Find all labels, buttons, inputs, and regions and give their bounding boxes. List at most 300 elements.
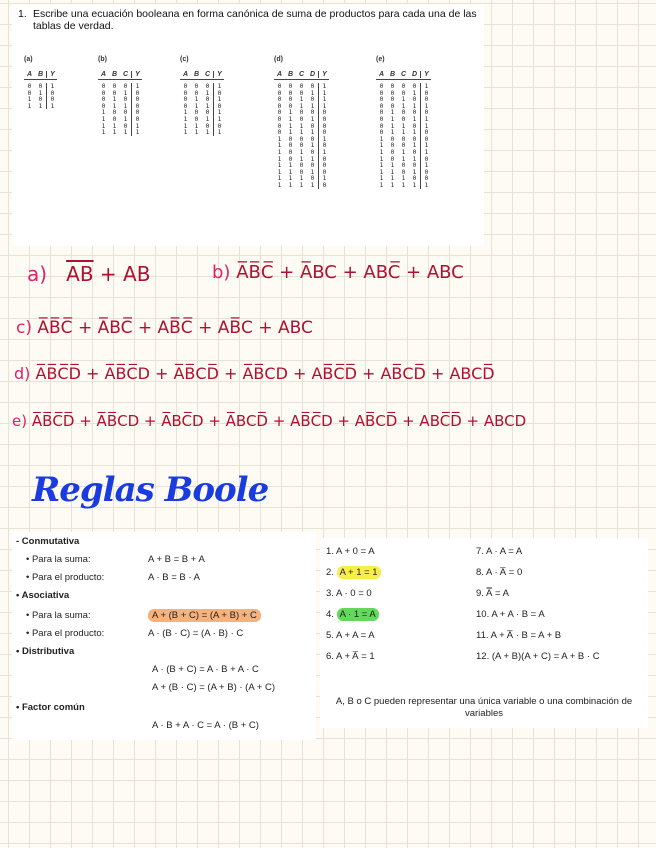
column-header: B — [37, 71, 44, 78]
problem-number: 1. — [18, 8, 27, 20]
table-cell: 1 — [401, 174, 406, 183]
table-cell: 0 — [420, 175, 432, 182]
rules-properties-panel — [12, 532, 316, 740]
table-cell: 0 — [277, 121, 282, 130]
table-cell: 1 — [420, 182, 432, 189]
theorem-expression: A · A̅ = 0 — [486, 567, 523, 578]
table-cell: 0 — [390, 95, 395, 104]
answer-a — [27, 262, 150, 286]
table-cell: 0 — [288, 147, 293, 156]
table-cell: 0 — [277, 95, 282, 104]
table-cell: 0 — [288, 88, 293, 97]
column-header: C — [204, 71, 211, 78]
column-header: C — [298, 71, 305, 78]
table-cell: 1 — [420, 142, 432, 149]
table-cell: 1 — [390, 121, 395, 130]
rule-expression-row — [148, 554, 205, 565]
table-cell: 0 — [412, 121, 417, 130]
rule-expression-row — [148, 572, 200, 583]
table-cell: 0 — [112, 82, 117, 90]
table-cell: 1 — [101, 114, 106, 123]
table-cell: 0 — [390, 154, 395, 163]
table-cell: 1 — [401, 180, 406, 189]
table-cell: 1 — [277, 134, 282, 143]
table-cell: 0 — [318, 123, 330, 130]
truth-table-label: (e) — [376, 56, 385, 63]
table-cell: 1 — [277, 141, 282, 150]
rule-expression-row — [152, 720, 259, 731]
table-cell: 0 — [112, 88, 117, 97]
table-cell: 0 — [379, 108, 384, 117]
table-cell: 1 — [277, 180, 282, 189]
rule-expression-row — [152, 664, 259, 675]
table-cell: 0 — [288, 101, 293, 110]
table-cell: 1 — [412, 154, 417, 163]
column-header: Y — [213, 71, 225, 78]
table-cell: 1 — [401, 128, 406, 137]
rule-expression: A + (B + C) = (A + B) + C — [148, 609, 261, 622]
table-cell: 0 — [205, 95, 210, 104]
table-cell: 1 — [299, 95, 304, 104]
table-cell: 1 — [277, 161, 282, 170]
column-header: A — [276, 71, 283, 78]
table-cell: 1 — [288, 114, 293, 123]
table-cell: 0 — [310, 108, 315, 117]
table-cell: 0 — [412, 134, 417, 143]
theorem-item — [326, 567, 381, 578]
truth-table-header — [180, 71, 225, 78]
theorem-item — [326, 609, 379, 620]
table-cell: 1 — [288, 121, 293, 130]
table-cell: 0 — [288, 134, 293, 143]
table-cell: 0 — [412, 108, 417, 117]
header-divider — [98, 79, 142, 80]
table-cell: 1 — [123, 128, 128, 137]
table-cell: 0 — [131, 109, 143, 116]
table-cell: 1 — [205, 114, 210, 123]
column-header: Y — [318, 71, 330, 78]
table-cell: 1 — [318, 90, 330, 97]
table-cell: 0 — [38, 82, 43, 90]
table-cell: 0 — [390, 141, 395, 150]
table-cell: 1 — [420, 83, 432, 90]
table-cell: 1 — [205, 101, 210, 110]
theorem-expression: A + A · B = A — [491, 609, 545, 620]
answer-b-label: b) — [212, 262, 231, 283]
table-cell: 0 — [401, 167, 406, 176]
table-cell: 0 — [379, 128, 384, 137]
answer-e-label: e) — [12, 412, 28, 430]
table-cell: 0 — [379, 88, 384, 97]
table-cell: 0 — [318, 129, 330, 136]
table-cell: 0 — [123, 121, 128, 130]
column-header: D — [411, 71, 418, 78]
table-cell: 0 — [390, 134, 395, 143]
table-cell: 1 — [288, 174, 293, 183]
table-cell: 0 — [420, 169, 432, 176]
table-cell: 1 — [420, 149, 432, 156]
table-cell: 1 — [412, 114, 417, 123]
column-header: Y — [46, 71, 58, 78]
table-cell: 1 — [288, 108, 293, 117]
table-cell: 1 — [112, 95, 117, 104]
column-header: A — [182, 71, 189, 78]
table-cell: 0 — [205, 121, 210, 130]
answer-b-expression: A̅B̅C̅ + A̅BC + ABC̅ + ABC — [236, 262, 464, 283]
table-cell: 0 — [194, 108, 199, 117]
table-cell: 1 — [390, 128, 395, 137]
header-divider — [180, 79, 224, 80]
theorem-expression: A + A̅ · B = A + B — [490, 630, 562, 641]
table-cell: 0 — [277, 114, 282, 123]
column-header: D — [309, 71, 316, 78]
table-cell: 0 — [277, 88, 282, 97]
table-cell: 1 — [420, 162, 432, 169]
theorem-number: 3. — [326, 588, 337, 599]
table-cell: 1 — [299, 154, 304, 163]
table-cell: 1 — [205, 128, 210, 137]
table-cell: 1 — [379, 147, 384, 156]
rule-label: • Para el producto: — [26, 628, 105, 639]
column-header: A — [100, 71, 107, 78]
column-header: B — [111, 71, 118, 78]
table-cell: 1 — [112, 101, 117, 110]
table-cell: 1 — [390, 114, 395, 123]
table-cell: 0 — [412, 95, 417, 104]
table-cell: 1 — [183, 108, 188, 117]
table-cell: 0 — [299, 134, 304, 143]
table-cell: 0 — [194, 114, 199, 123]
table-cell: 1 — [277, 167, 282, 176]
table-cell: 1 — [299, 128, 304, 137]
table-cell: 0 — [299, 114, 304, 123]
theorem-number: 10. — [476, 609, 492, 620]
theorem-number: 8. — [476, 567, 487, 578]
table-cell: 0 — [299, 167, 304, 176]
table-cell: 0 — [379, 101, 384, 110]
table-cell: 0 — [420, 129, 432, 136]
table-cell: 1 — [390, 174, 395, 183]
table-cell: 0 — [390, 147, 395, 156]
problem-text: Escribe una ecuación booleana en forma canónica de suma de productos para cada una de las tablas de verdad. — [33, 8, 477, 32]
column-header: B — [287, 71, 294, 78]
table-cell: 0 — [318, 142, 330, 149]
table-cell: 0 — [412, 82, 417, 90]
table-cell: 0 — [310, 174, 315, 183]
table-cell: 0 — [123, 108, 128, 117]
theorem-item — [476, 630, 561, 641]
rule-expression-row — [148, 610, 261, 621]
table-cell: 0 — [420, 136, 432, 143]
table-cell: 1 — [412, 141, 417, 150]
table-cell: 1 — [379, 141, 384, 150]
table-row — [98, 129, 143, 136]
table-cell: 1 — [288, 161, 293, 170]
table-cell: 1 — [412, 128, 417, 137]
table-cell: 0 — [412, 161, 417, 170]
table-cell: 0 — [420, 156, 432, 163]
table-cell: 0 — [390, 88, 395, 97]
table-cell: 0 — [277, 108, 282, 117]
answer-e-expression: A̅B̅C̅D̅ + A̅B̅CD + A̅BC̅D + A̅BCD̅ + AB̅C̅D + AB̅CD̅ + ABC̅D̅ + ABCD — [31, 412, 527, 430]
table-cell: 1 — [194, 121, 199, 130]
table-cell: 0 — [401, 161, 406, 170]
table-cell: 0 — [288, 95, 293, 104]
table-cell: 1 — [288, 180, 293, 189]
table-cell: 1 — [390, 161, 395, 170]
table-cell: 0 — [401, 82, 406, 90]
truth-table-header — [98, 71, 143, 78]
table-cell: 1 — [131, 123, 143, 130]
theorem-expression: A · A = A — [486, 546, 523, 557]
theorem-item — [326, 630, 375, 641]
table-cell: 1 — [379, 180, 384, 189]
table-cell: 1 — [123, 114, 128, 123]
table-cell: 0 — [299, 82, 304, 90]
table-cell: 1 — [318, 83, 330, 90]
table-cell: 1 — [420, 116, 432, 123]
theorem-expression: (A + B)(A + C) = A + B · C — [491, 651, 600, 662]
table-cell: 0 — [299, 141, 304, 150]
rule-expression-row — [148, 628, 243, 639]
theorem-number: 7. — [476, 546, 487, 557]
answer-c — [16, 318, 313, 338]
rules-note: A, B o C pueden representar una única variable o una combinación de variables — [335, 696, 633, 719]
table-cell: 1 — [213, 109, 225, 116]
theorem-number: 9. — [476, 588, 487, 599]
table-cell: 1 — [310, 141, 315, 150]
table-cell: 0 — [27, 88, 32, 97]
table-cell: 1 — [277, 174, 282, 183]
table-cell: 0 — [131, 103, 143, 110]
table-row — [180, 129, 225, 136]
table-cell: 0 — [401, 108, 406, 117]
table-cell: 1 — [412, 180, 417, 189]
theorem-number: 2. — [326, 567, 337, 578]
column-header: C — [122, 71, 129, 78]
table-cell: 0 — [131, 90, 143, 97]
table-cell: 1 — [38, 101, 43, 110]
table-cell: 1 — [131, 83, 143, 90]
table-cell: 1 — [27, 101, 32, 110]
truth-table-label: (c) — [180, 56, 189, 63]
answer-c-label: c) — [16, 318, 32, 338]
column-header: Y — [420, 71, 432, 78]
table-cell: 1 — [288, 128, 293, 137]
table-cell: 0 — [205, 82, 210, 90]
table-cell: 1 — [412, 101, 417, 110]
table-cell: 0 — [277, 128, 282, 137]
table-cell: 1 — [299, 101, 304, 110]
theorem-expression: A · 0 = 0 — [336, 588, 372, 599]
table-cell: 1 — [379, 134, 384, 143]
table-cell: 0 — [123, 95, 128, 104]
table-cell: 1 — [277, 154, 282, 163]
table-cell: 0 — [183, 101, 188, 110]
rule-expression: A + B = B + A — [148, 554, 205, 565]
table-cell: 0 — [194, 82, 199, 90]
table-cell: 1 — [379, 161, 384, 170]
table-cell: 1 — [213, 96, 225, 103]
table-cell: 1 — [123, 88, 128, 97]
table-cell: 1 — [379, 174, 384, 183]
table-cell: 1 — [318, 103, 330, 110]
table-cell: 1 — [299, 174, 304, 183]
theorem-number: 1. — [326, 546, 337, 557]
table-cell: 1 — [101, 121, 106, 130]
table-cell: 1 — [183, 114, 188, 123]
theorem-number: 5. — [326, 630, 337, 641]
column-header: A — [26, 71, 33, 78]
table-row — [376, 182, 432, 189]
table-cell: 1 — [412, 88, 417, 97]
table-cell: 0 — [288, 141, 293, 150]
table-cell: 0 — [379, 121, 384, 130]
table-cell: 0 — [101, 95, 106, 104]
table-cell: 1 — [379, 167, 384, 176]
theorem-item — [326, 651, 375, 662]
table-cell: 0 — [420, 90, 432, 97]
table-cell: 0 — [46, 90, 58, 97]
rule-heading: - Conmutativa — [16, 536, 80, 547]
table-cell: 1 — [390, 108, 395, 117]
table-cell: 1 — [46, 83, 58, 90]
table-cell: 0 — [401, 134, 406, 143]
table-cell: 0 — [101, 101, 106, 110]
table-cell: 1 — [318, 96, 330, 103]
table-cell: 0 — [112, 108, 117, 117]
table-cell: 0 — [310, 82, 315, 90]
truth-table-header — [24, 71, 58, 78]
theorem-item — [476, 609, 545, 620]
table-cell: 1 — [401, 121, 406, 130]
theorem-expression: A + 1 = 1 — [337, 566, 381, 579]
rule-heading: • Asociativa — [16, 590, 70, 601]
theorem-item — [326, 588, 372, 599]
table-cell: 1 — [318, 136, 330, 143]
rule-expression: A + (B · C) = (A + B) · (A + C) — [152, 682, 276, 693]
table-cell: 0 — [299, 88, 304, 97]
table-cell: 0 — [213, 90, 225, 97]
theorem-number: 11. — [476, 630, 491, 641]
table-cell: 0 — [318, 162, 330, 169]
table-cell: 1 — [112, 121, 117, 130]
table-cell: 0 — [27, 82, 32, 90]
table-cell: 0 — [420, 96, 432, 103]
answer-d — [14, 364, 495, 383]
theorem-expression: A + A̅ = 1 — [336, 651, 375, 662]
table-cell: 1 — [299, 121, 304, 130]
table-cell: 0 — [310, 161, 315, 170]
table-cell: 1 — [310, 128, 315, 137]
rule-expression: A · B + A · C = A · (B + C) — [152, 720, 259, 731]
table-cell: 0 — [318, 109, 330, 116]
truth-table-header — [376, 71, 432, 78]
table-cell: 1 — [112, 128, 117, 137]
table-cell: 0 — [412, 174, 417, 183]
table-cell: 1 — [420, 103, 432, 110]
theorem-item — [326, 546, 375, 557]
table-cell: 0 — [379, 95, 384, 104]
truth-table-header — [274, 71, 330, 78]
table-cell: 1 — [401, 95, 406, 104]
table-cell: 0 — [318, 169, 330, 176]
theorem-number: 4. — [326, 609, 337, 620]
table-cell: 0 — [390, 101, 395, 110]
table-cell: 1 — [401, 147, 406, 156]
theorem-item — [476, 588, 509, 599]
table-cell: 1 — [183, 128, 188, 137]
answer-b — [212, 262, 464, 283]
table-cell: 1 — [310, 114, 315, 123]
table-cell: 0 — [379, 82, 384, 90]
rule-label: • Para la suma: — [26, 554, 91, 565]
table-cell: 1 — [420, 123, 432, 130]
answer-a-expression: $\overline{AB}$ + AB — [66, 262, 151, 286]
theorem-expression: A + A = A — [336, 630, 375, 641]
rule-expression: A · (B · C) = (A · B) · C — [148, 628, 244, 639]
table-cell: 1 — [46, 103, 58, 110]
table-cell: 1 — [310, 101, 315, 110]
answer-e — [12, 412, 526, 430]
table-cell: 1 — [318, 149, 330, 156]
truth-table-label: (a) — [24, 56, 33, 63]
table-cell: 1 — [412, 167, 417, 176]
table-cell: 1 — [288, 167, 293, 176]
exercise-panel — [12, 4, 484, 246]
table-cell: 0 — [213, 123, 225, 130]
rule-expression-row — [152, 682, 275, 693]
table-cell: 0 — [131, 116, 143, 123]
table-cell: 0 — [310, 147, 315, 156]
table-cell: 0 — [288, 154, 293, 163]
table-cell: 0 — [277, 101, 282, 110]
table-cell: 1 — [299, 147, 304, 156]
rule-heading: • Distributiva — [16, 646, 75, 657]
header-divider — [376, 79, 431, 80]
table-cell: 1 — [310, 154, 315, 163]
table-cell: 0 — [310, 134, 315, 143]
table-cell: 1 — [310, 167, 315, 176]
table-cell: 0 — [412, 147, 417, 156]
table-cell: 1 — [310, 88, 315, 97]
table-cell: 0 — [131, 96, 143, 103]
table-cell: 1 — [38, 88, 43, 97]
rule-expression: A · B = B · A — [148, 572, 201, 583]
rules-theorems-panel — [320, 538, 648, 728]
table-cell: 1 — [213, 129, 225, 136]
column-header: C — [400, 71, 407, 78]
table-cell: 1 — [401, 101, 406, 110]
table-cell: 0 — [38, 95, 43, 104]
truth-table-label: (b) — [98, 56, 107, 63]
theorem-item — [476, 546, 522, 557]
theorem-item — [476, 651, 600, 662]
table-cell: 0 — [401, 141, 406, 150]
table-row — [274, 182, 330, 189]
theorem-number: 6. — [326, 651, 337, 662]
table-cell: 0 — [299, 161, 304, 170]
table-cell: 1 — [299, 180, 304, 189]
table-cell: 0 — [213, 103, 225, 110]
table-row — [24, 103, 58, 110]
table-cell: 1 — [310, 180, 315, 189]
theorem-expression: A · 1 = A — [337, 608, 379, 621]
table-cell: 0 — [101, 88, 106, 97]
answer-d-expression: A̅B̅C̅D̅ + A̅B̅C̅D + A̅B̅CD̅ + A̅B̅CD + AB̅C̅D̅ + AB̅CD̅ + ABCD̅ — [35, 364, 495, 383]
header-divider — [24, 79, 57, 80]
rules-title: Reglas Boole — [32, 470, 269, 510]
